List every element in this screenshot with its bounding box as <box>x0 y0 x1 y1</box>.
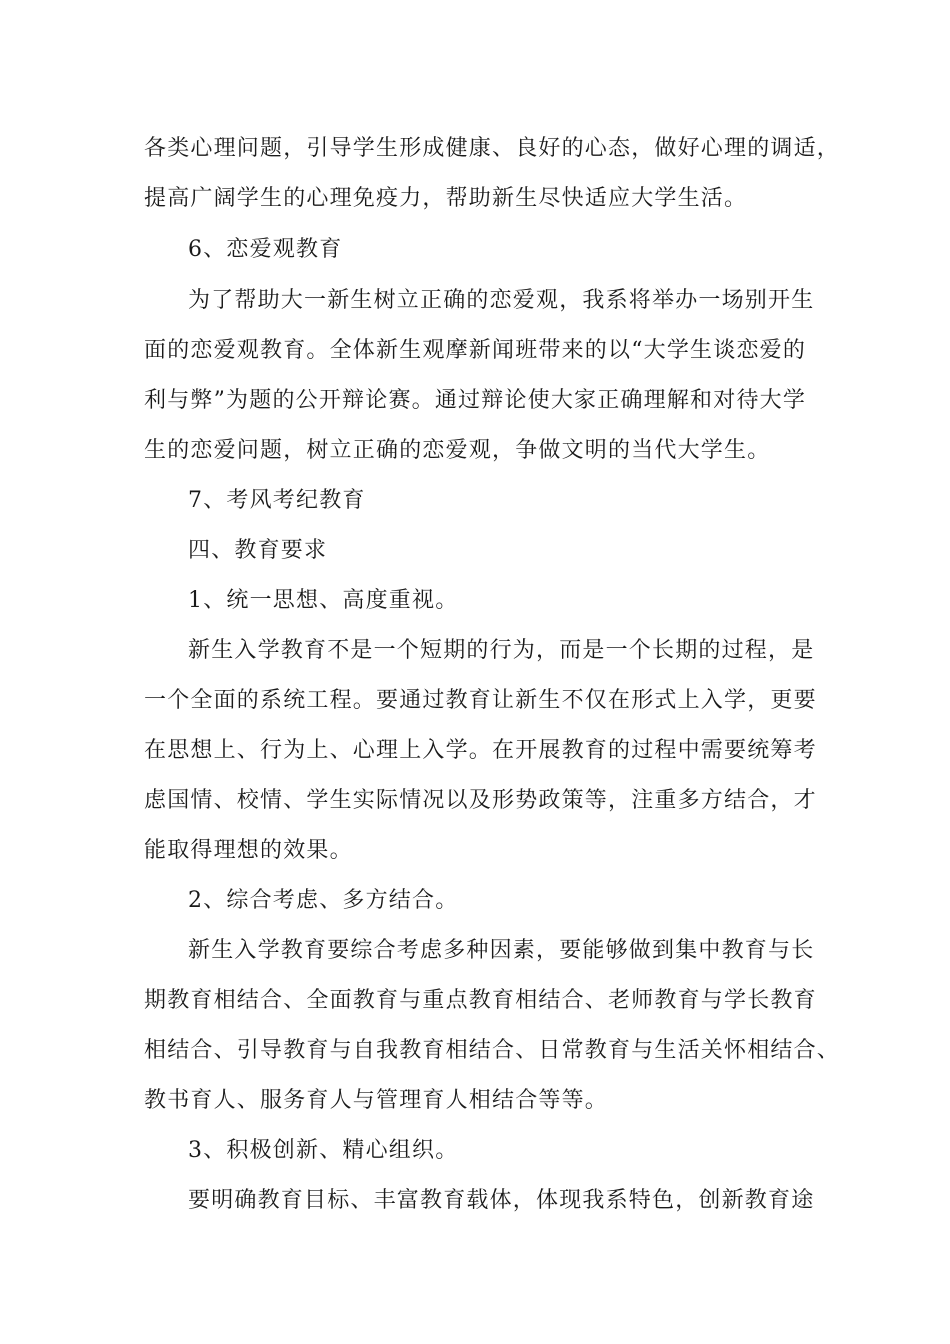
text-line: 为了帮助大一新生树立正确的恋爱观，我系将举办一场别开生 <box>188 288 815 313</box>
section-heading: 7、考风考纪教育 <box>188 488 366 513</box>
text-line: 相结合、引导教育与自我教育相结合、日常教育与生活关怀相结合、 <box>144 1038 841 1063</box>
text-line: 利与弊”为题的公开辩论赛。通过辩论使大家正确理解和对待大学 <box>144 388 807 413</box>
text-line: 能取得理想的效果。 <box>144 838 353 863</box>
text-line: 各类心理问题，引导学生形成健康、良好的心态，做好心理的调适， <box>144 136 841 161</box>
section-heading: 四、教育要求 <box>188 538 328 563</box>
section-heading: 6、恋爱观教育 <box>188 237 343 262</box>
text-line: 要明确教育目标、丰富教育载体，体现我系特色，创新教育途 <box>188 1188 815 1213</box>
text-line: 教书育人、服务育人与管理育人相结合等等。 <box>144 1088 609 1113</box>
text-line: 期教育相结合、全面教育与重点教育相结合、老师教育与学长教育 <box>144 988 817 1013</box>
text-line: 面的恋爱观教育。全体新生观摩新闻班带来的以“大学生谈恋爱的 <box>144 338 807 363</box>
subsection-heading: 2、综合考虑、多方结合。 <box>188 888 459 913</box>
text-line: 虑国情、校情、学生实际情况以及形势政策等，注重多方结合，才 <box>144 788 817 813</box>
text-line: 提高广阔学生的心理免疫力，帮助新生尽快适应大学生活。 <box>144 186 748 211</box>
subsection-heading: 3、积极创新、精心组织。 <box>188 1138 459 1163</box>
text-line: 新生入学教育要综合考虑多种因素，要能够做到集中教育与长 <box>188 938 815 963</box>
text-line: 新生入学教育不是一个短期的行为，而是一个长期的过程，是 <box>188 638 815 663</box>
subsection-heading: 1、统一思想、高度重视。 <box>188 588 459 613</box>
text-line: 生的恋爱问题，树立正确的恋爱观，争做文明的当代大学生。 <box>144 438 771 463</box>
text-line: 一个全面的系统工程。要通过教育让新生不仅在形式上入学，更要 <box>144 688 817 713</box>
text-line: 在思想上、行为上、心理上入学。在开展教育的过程中需要统筹考 <box>144 738 817 763</box>
